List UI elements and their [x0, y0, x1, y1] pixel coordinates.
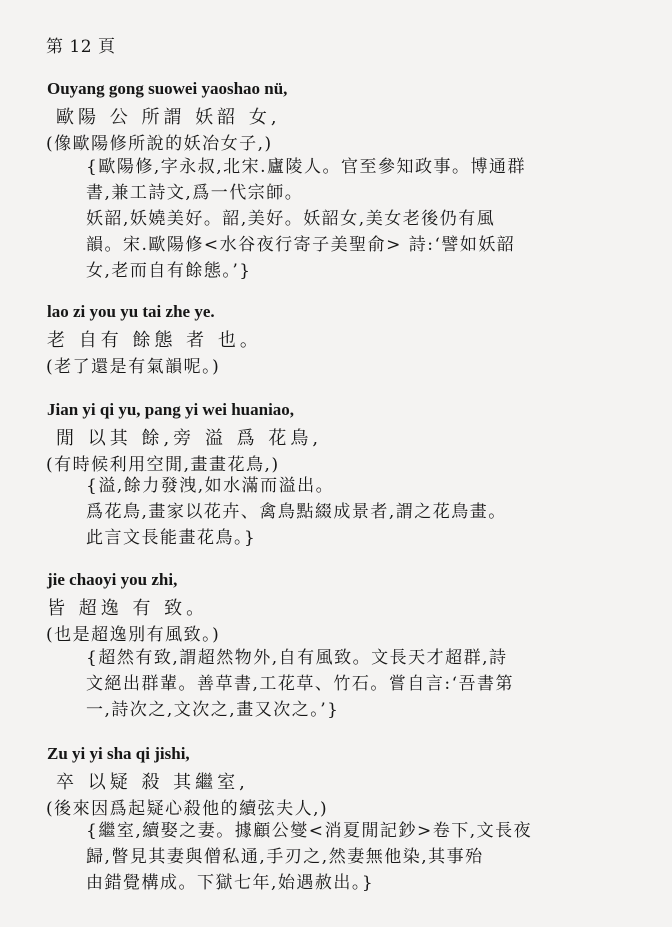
annotation-note	[86, 818, 658, 896]
note-line: 歸,瞥見其妻與僧私通,手刃之,然妻無他染,其事殆	[86, 847, 484, 867]
note-line: 由錯覺構成。下獄七年,始遇赦出。}	[86, 873, 375, 893]
note-line: 女,老而自有餘態。’}	[86, 261, 252, 281]
note-line: 文絕出群輩。善草書,工花草、竹石。嘗自言:‘吾書第	[86, 674, 515, 694]
pinyin-line: Zu yi yi sha qi jishi,	[47, 744, 190, 763]
note-line: 書,兼工詩文,爲一代宗師。	[86, 183, 304, 203]
note-line: 韻。宋.歐陽修<水谷夜行寄子美聖俞> 詩:‘譬如妖韶	[86, 235, 516, 255]
note-line: {繼室,續娶之妻。據顧公燮<消夏閒記鈔>卷下,文長夜	[86, 821, 533, 841]
translation-line: (有時候利用空閒,畫畫花鳥,)	[46, 455, 280, 475]
annotation-note	[86, 645, 658, 723]
note-line: 妖韶,妖嬈美好。韶,美好。妖韶女,美女老後仍有風	[86, 209, 496, 229]
chinese-text-line: 閒 以其 餘,旁 溢 爲 花鳥,	[56, 428, 323, 449]
note-line: 爲花鳥,畫家以花卉、禽鳥點綴成景者,謂之花鳥畫。	[86, 502, 507, 522]
note-line: 一,詩次之,文次之,畫又次之。’}	[86, 700, 340, 720]
pinyin-line: jie chaoyi you zhi,	[47, 570, 178, 589]
pinyin-line: Ouyang gong suowei yaoshao nü,	[47, 79, 288, 98]
note-line: {超然有致,謂超然物外,自有風致。文長天才超群,詩	[86, 648, 508, 668]
translation-line: (老了還是有氣韻呢。)	[46, 357, 221, 377]
annotation-note	[86, 473, 658, 551]
note-line: {溢,餘力發洩,如水滿而溢出。	[86, 476, 335, 496]
chinese-text-line: 皆 超逸 有 致。	[47, 598, 209, 619]
translation-line: (像歐陽修所說的妖冶女子,)	[46, 134, 273, 154]
chinese-text-line: 老 自有 餘態 者 也。	[47, 330, 262, 351]
note-line: {歐陽修,字永叔,北宋.廬陵人。官至參知政事。博通群	[86, 157, 527, 177]
page-number: 第 12 頁	[46, 37, 116, 57]
chinese-text-line: 卒 以疑 殺 其繼室,	[56, 772, 249, 793]
annotation-note	[86, 154, 658, 284]
pinyin-line: Jian yi qi yu, pang yi wei huaniao,	[47, 400, 295, 419]
translation-line: (後來因爲起疑心殺他的續弦夫人,)	[46, 799, 329, 819]
note-line: 此言文長能畫花鳥。}	[86, 528, 257, 548]
pinyin-line: lao zi you yu tai zhe ye.	[47, 302, 215, 321]
chinese-text-line: 歐陽 公 所謂 妖韶 女,	[56, 107, 281, 128]
translation-line: (也是超逸別有風致。)	[46, 625, 221, 645]
